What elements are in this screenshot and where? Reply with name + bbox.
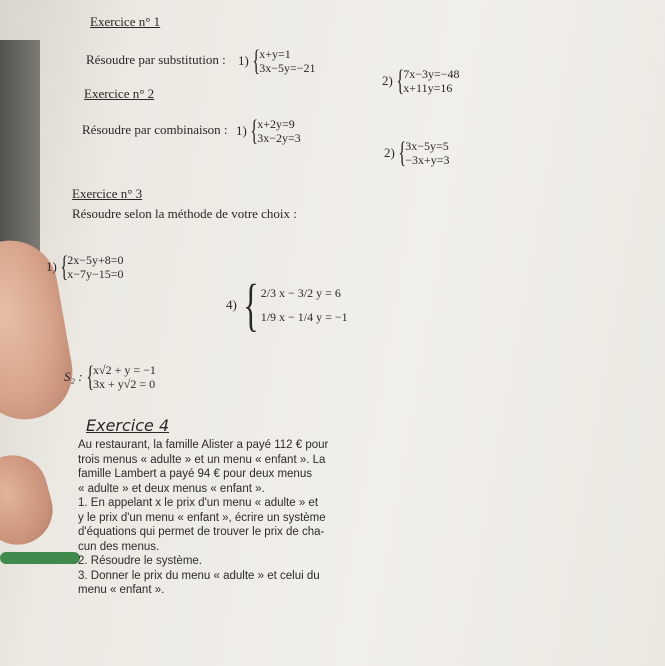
brace-icon: { <box>396 64 405 97</box>
ex3-system-4 <box>226 272 348 337</box>
ex2-s2-num: 2) <box>384 145 395 160</box>
ex1-title: Exercice n° 1 <box>90 14 161 29</box>
green-ring <box>0 552 80 564</box>
brace-icon: { <box>85 360 94 393</box>
ex4-problem-text <box>78 438 348 598</box>
text-line: 3. Donner le prix du menu « adulte » et celui du <box>78 569 320 582</box>
text-line: 2. Résoudre le système. <box>78 555 203 567</box>
text-line: famille Lambert a payé 94 € pour deux menus <box>78 468 312 480</box>
ex3-instruction: Résoudre selon la méthode de votre choix : <box>72 206 297 221</box>
ex1-system-2 <box>382 66 460 96</box>
equation: 3x−5y=−21 <box>259 61 316 75</box>
brace-icon: { <box>252 44 261 77</box>
ex1-s2-num: 2) <box>382 73 393 88</box>
equation: −3x+y=3 <box>405 153 450 167</box>
text-line: y le prix d'un menu « enfant », écrire un système <box>78 511 326 524</box>
equation: 2x−5y+8=0 <box>67 253 124 267</box>
ex3-system-1 <box>46 252 124 282</box>
text-line: d'équations qui permet de trouver le prix de cha- <box>78 526 325 538</box>
ex3-s4-num: 4) <box>226 297 237 312</box>
ex3-title: Exercice n° 3 <box>72 186 143 201</box>
equation: x−7y−15=0 <box>67 267 124 281</box>
equation: 3x + y√2 = 0 <box>93 377 156 391</box>
equation: x+y=1 <box>259 47 291 61</box>
brace-icon: { <box>250 114 259 147</box>
equation: 7x−3y=−48 <box>403 67 460 81</box>
ex3-system-2 <box>64 362 156 392</box>
ex2-instruction: Résoudre par combinaison : <box>82 122 228 137</box>
ex2-s1-num: 1) <box>236 123 247 138</box>
brace-icon: { <box>398 136 407 169</box>
ex1-instruction: Résoudre par substitution : <box>86 52 226 67</box>
text-line: « adulte » et deux menus « enfant ». <box>78 482 265 495</box>
equation: 1/9 x − 1/4 y = −1 <box>260 310 348 324</box>
background-edge <box>0 40 40 270</box>
brace-icon: { <box>243 272 259 337</box>
ex2-title: Exercice n° 2 <box>84 86 155 101</box>
ex4-title: Exercice 4 <box>86 416 170 435</box>
brace-icon: { <box>60 250 69 283</box>
equation: x+11y=16 <box>403 81 453 95</box>
ex3-s1-num: 1) <box>46 259 57 274</box>
text-line: cun des menus. <box>78 540 160 553</box>
equation: 2/3 x − 3/2 y = 6 <box>260 286 341 300</box>
ex3-s2-label: S₂ : <box>64 369 83 384</box>
ex1-system-1 <box>238 46 316 76</box>
text-line: menu « enfant ». <box>78 584 165 596</box>
equation: 3x−2y=3 <box>257 131 301 145</box>
text-line: trois menus « adulte » et un menu « enfant ». La <box>78 453 326 466</box>
text-line: Au restaurant, la famille Alister a payé 112 € pour <box>78 439 329 451</box>
text-line: 1. En appelant x le prix d'un menu « adulte » et <box>78 497 319 509</box>
ex2-system-1 <box>236 116 301 146</box>
equation: 3x−5y=5 <box>405 139 449 153</box>
equation: x+2y=9 <box>257 117 295 131</box>
ex2-system-2 <box>384 138 450 168</box>
ex1-s1-num: 1) <box>238 53 249 68</box>
equation: x√2 + y = −1 <box>93 363 156 377</box>
